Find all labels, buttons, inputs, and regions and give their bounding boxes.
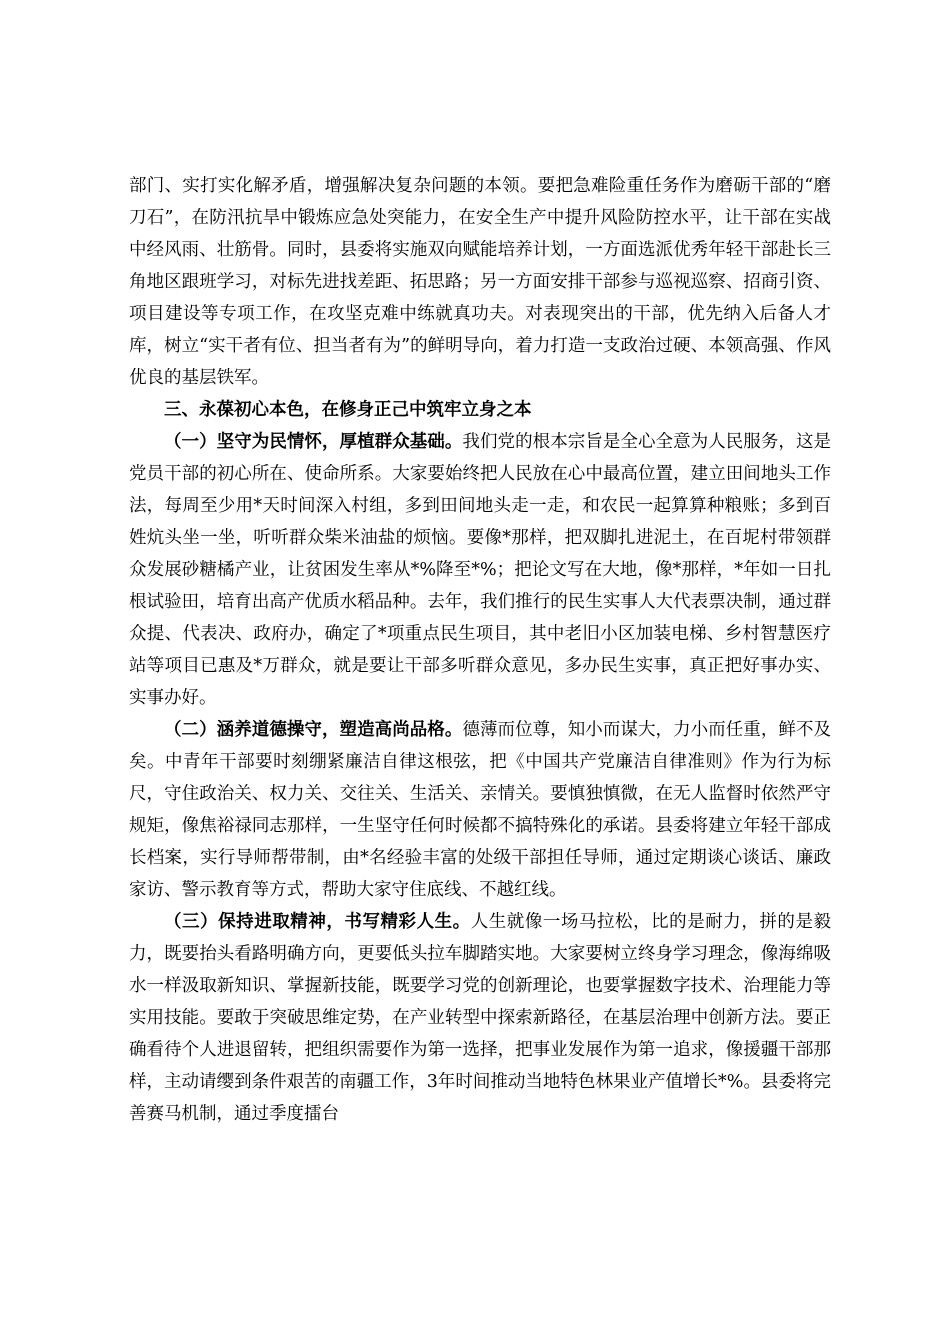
subsection-paragraph-3 bbox=[129, 906, 831, 1130]
document-body bbox=[129, 170, 831, 1130]
intro-paragraph: 部门、实打实化解矛盾，增强解决复杂问题的本领。要把急难险重任务作为磨砺干部的“磨刀石”，在防汛抗旱中锻炼应急处突能力，在安全生产中提升风险防控水平，让干部在实战中经风雨、壮筋骨。同时，县委将实施双向赋能培养计划，一方面选派优秀年轻干部赴长三角地区跟班学习，对标先进找差距、拓思路；另一方面安排干部参与巡视巡察、招商引资、项目建设等专项工作，在攻坚克难中练就真功夫。对表现突出的干部，优先纳入后备人才库，树立“实干者有位、担当者有为”的鲜明导向，着力打造一支政治过硬、本领高强、作风优良的基层铁军。 bbox=[129, 176, 831, 388]
subsection-lead-2: （二）涵养道德操守，塑造高尚品格。 bbox=[164, 720, 463, 740]
section-heading: 三、永葆初心本色，在修身正己中筑牢立身之本 bbox=[164, 400, 532, 420]
subsection-body-3: 人生就像一场马拉松，比的是耐力，拼的是毅力，既要抬头看路明确方向，更要低头拉车脚踏实地。大家要树立终身学习理念，像海绵吸水一样汲取新知识、掌握新技能，既要学习党的创新理论，也要掌握数字技术、治理能力等实用技能。要敢于突破思维定势，在产业转型中探索新路径，在基层治理中创新方法。要正确看待个人进退留转，把组织需要作为第一选择，把事业发展作为第一追求，像援疆干部那样，主动请缨到条件艰苦的南疆工作，3年时间推动当地特色林果业产值增长*%。县委将完善赛马机制，通过季度擂台 bbox=[129, 912, 832, 1124]
subsection-paragraph-1 bbox=[129, 426, 831, 714]
subsection-lead-1: （一）坚守为民情怀，厚植群众基础。 bbox=[164, 432, 463, 452]
subsection-paragraph-2 bbox=[129, 714, 831, 906]
subsection-body-2: 德薄而位尊，知小而谋大，力小而任重，鲜不及矣。中青年干部要时刻绷紧廉洁自律这根弦，把《中国共产党廉洁自律准则》作为行为标尺，守住政治关、权力关、交往关、生活关、亲情关。要慎独慎微，在无人监督时依然严守规矩，像焦裕禄同志那样，一生坚守任何时候都不搞特殊化的承诺。县委将建立年轻干部成长档案，实行导师帮带制，由*名经验丰富的处级干部担任导师，通过定期谈心谈话、廉政家访、警示教育等方式，帮助大家守住底线、不越红线。 bbox=[129, 720, 832, 900]
subsection-body-1: 我们党的根本宗旨是全心全意为人民服务，这是党员干部的初心所在、使命所系。大家要始终把人民放在心中最高位置，建立田间地头工作法，每周至少用*天时间深入村组，多到田间地头走一走，和农民一起算算种粮账；多到百姓炕头坐一坐，听听群众柴米油盐的烦恼。要像*那样，把双脚扎进泥土，在百坭村带领群众发展砂糖橘产业，让贫困发生率从*%降至*%；把论文写在大地，像*那样，*年如一日扎根试验田，培育出高产优质水稻品种。去年，我们推行的民生实事人大代表票决制，通过群众提、代表决、政府办，确定了*项重点民生项目，其中老旧小区加装电梯、乡村智慧医疗站等项目已惠及*万群众，就是要让干部多听群众意见，多办民生实事，真正把好事办实、实事办好。 bbox=[129, 432, 832, 708]
subsection-lead-3: （三）保持进取精神，书写精彩人生。 bbox=[164, 912, 471, 932]
